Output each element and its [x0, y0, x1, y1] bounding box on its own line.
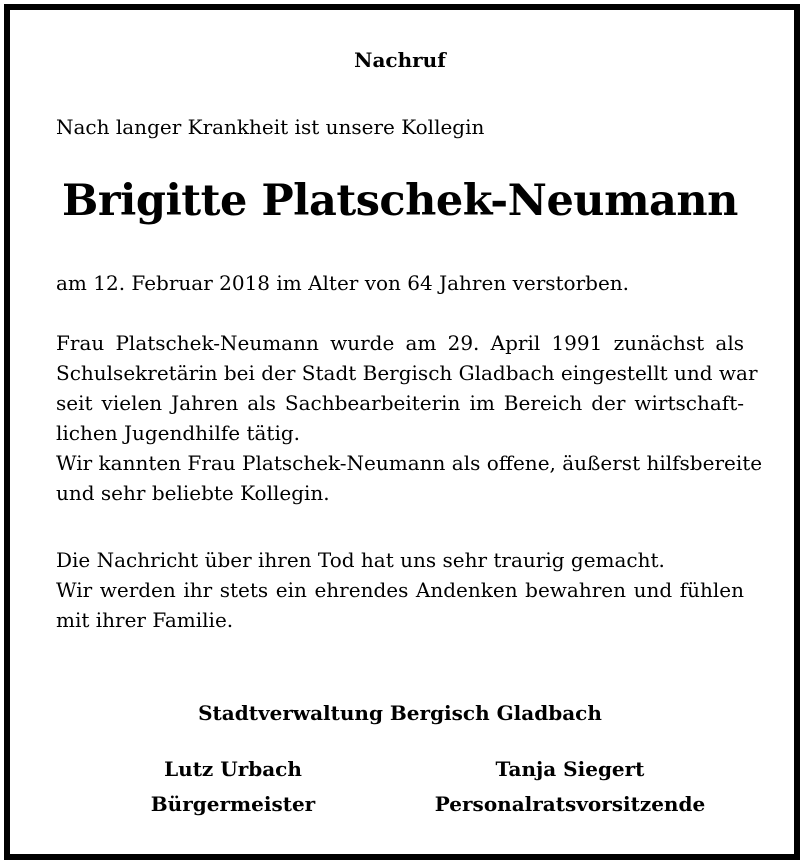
paragraph-line: Frau Platschek-Neumann wurde am 29. April 1991 zunächst als [56, 331, 744, 355]
intro-text: Nach langer Krankheit ist unsere Kollegin [56, 115, 485, 139]
signatory-title: Bürgermeister [150, 792, 316, 816]
signatory-mayor [73, 752, 393, 822]
signatory-name: Tanja Siegert [495, 757, 645, 781]
paragraph-line: und sehr beliebte Kollegin. [56, 481, 330, 505]
paragraph-line: seit vielen Jahren als Sachbearbeiterin im Bereich der wirtschaft- [56, 391, 744, 415]
date-line: am 12. Februar 2018 im Alter von 64 Jahren verstorben. [56, 271, 630, 295]
paragraph-line: Wir kannten Frau Platschek-Neumann als offene, äußerst hilfsbereite [56, 451, 763, 475]
organization-name: Stadtverwaltung Bergisch Gladbach [198, 701, 602, 725]
paragraph-line: mit ihrer Familie. [56, 608, 234, 632]
paragraph-line: Schulsekretärin bei der Stadt Bergisch Gladbach eingestellt und war [56, 361, 758, 385]
signatory-title: Personalratsvorsitzende [434, 792, 706, 816]
signatory-name: Lutz Urbach [164, 757, 302, 781]
signatory-staff-council [410, 752, 730, 822]
notice-heading: Nachruf [354, 48, 446, 72]
paragraph-line: Die Nachricht über ihren Tod hat uns sehr traurig gemacht. [56, 548, 665, 572]
paragraph-condolence [56, 545, 744, 635]
paragraph-line: Wir werden ihr stets ein ehrendes Andenken bewahren und fühlen [56, 578, 744, 602]
deceased-name: Brigitte Platschek-Neumann [62, 176, 738, 226]
paragraph-line: lichen Jugendhilfe tätig. [56, 421, 300, 445]
paragraph-career [56, 328, 763, 508]
